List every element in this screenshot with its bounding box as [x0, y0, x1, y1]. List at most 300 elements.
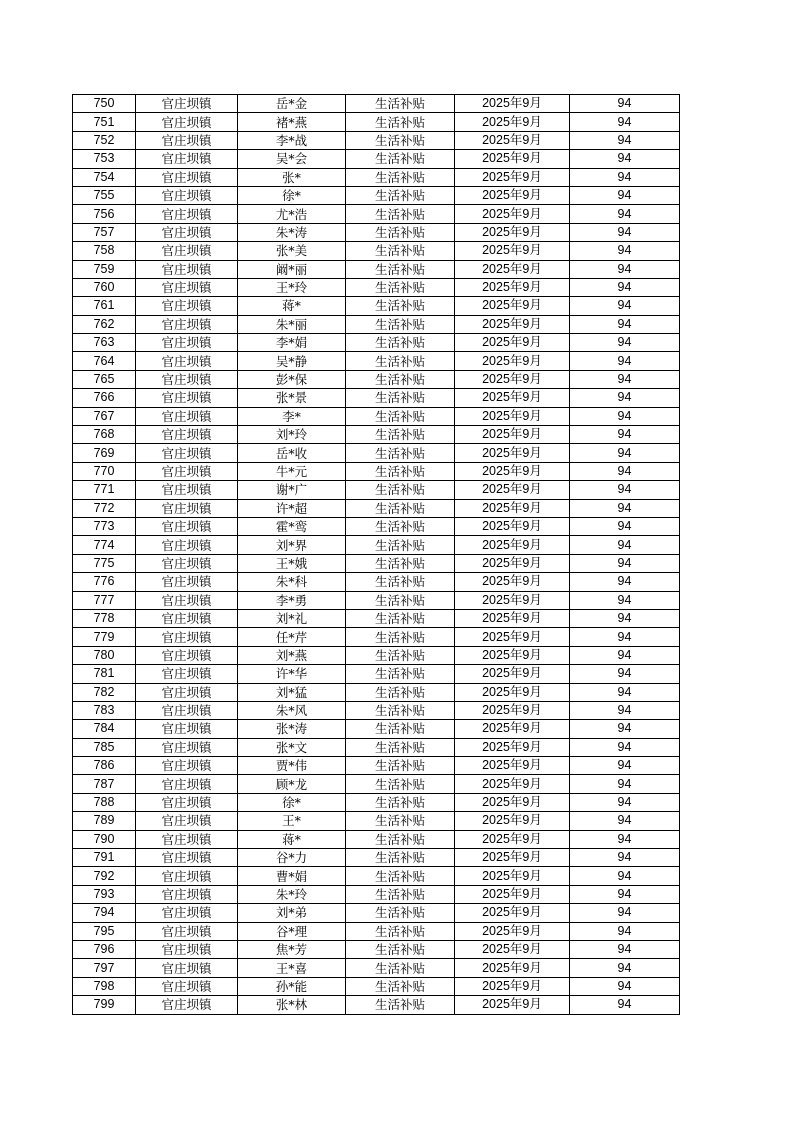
table-row — [73, 701, 680, 719]
subsidy-type-cell: 生活补贴 — [346, 370, 455, 388]
amount-cell: 94 — [570, 812, 680, 830]
town-cell: 官庄坝镇 — [136, 499, 238, 517]
amount-cell: 94 — [570, 186, 680, 204]
period-cell: 2025年9月 — [455, 517, 570, 535]
table-row — [73, 959, 680, 977]
town-cell: 官庄坝镇 — [136, 940, 238, 958]
subsidy-type-cell: 生活补贴 — [346, 334, 455, 352]
town-cell: 官庄坝镇 — [136, 242, 238, 260]
period-cell: 2025年9月 — [455, 278, 570, 296]
subsidy-type-cell: 生活补贴 — [346, 812, 455, 830]
person-name-cell: 张*景 — [238, 389, 346, 407]
person-name-cell: 王*娥 — [238, 554, 346, 572]
town-cell: 官庄坝镇 — [136, 95, 238, 113]
period-cell: 2025年9月 — [455, 922, 570, 940]
period-cell: 2025年9月 — [455, 775, 570, 793]
period-cell: 2025年9月 — [455, 370, 570, 388]
row-number-cell: 770 — [73, 462, 136, 480]
period-cell: 2025年9月 — [455, 940, 570, 958]
town-cell: 官庄坝镇 — [136, 830, 238, 848]
town-cell: 官庄坝镇 — [136, 223, 238, 241]
town-cell: 官庄坝镇 — [136, 591, 238, 609]
period-cell: 2025年9月 — [455, 996, 570, 1014]
period-cell: 2025年9月 — [455, 389, 570, 407]
table-row — [73, 812, 680, 830]
row-number-cell: 798 — [73, 977, 136, 995]
town-cell: 官庄坝镇 — [136, 389, 238, 407]
person-name-cell: 岳*收 — [238, 444, 346, 462]
person-name-cell: 褚*燕 — [238, 113, 346, 131]
town-cell: 官庄坝镇 — [136, 536, 238, 554]
person-name-cell: 刘*玲 — [238, 426, 346, 444]
amount-cell: 94 — [570, 426, 680, 444]
amount-cell: 94 — [570, 775, 680, 793]
person-name-cell: 王*玲 — [238, 278, 346, 296]
table-row — [73, 720, 680, 738]
town-cell: 官庄坝镇 — [136, 793, 238, 811]
subsidy-type-cell: 生活补贴 — [346, 977, 455, 995]
period-cell: 2025年9月 — [455, 573, 570, 591]
subsidy-type-cell: 生活补贴 — [346, 278, 455, 296]
town-cell: 官庄坝镇 — [136, 131, 238, 149]
subsidy-type-cell: 生活补贴 — [346, 701, 455, 719]
town-cell: 官庄坝镇 — [136, 113, 238, 131]
amount-cell: 94 — [570, 849, 680, 867]
town-cell: 官庄坝镇 — [136, 426, 238, 444]
row-number-cell: 756 — [73, 205, 136, 223]
period-cell: 2025年9月 — [455, 628, 570, 646]
table-row — [73, 223, 680, 241]
row-number-cell: 785 — [73, 738, 136, 756]
town-cell: 官庄坝镇 — [136, 186, 238, 204]
person-name-cell: 阚*丽 — [238, 260, 346, 278]
amount-cell: 94 — [570, 904, 680, 922]
table-row — [73, 885, 680, 903]
person-name-cell: 谷*理 — [238, 922, 346, 940]
town-cell: 官庄坝镇 — [136, 757, 238, 775]
amount-cell: 94 — [570, 444, 680, 462]
table-row — [73, 775, 680, 793]
subsidy-type-cell: 生活补贴 — [346, 131, 455, 149]
subsidy-type-cell: 生活补贴 — [346, 665, 455, 683]
town-cell: 官庄坝镇 — [136, 775, 238, 793]
row-number-cell: 751 — [73, 113, 136, 131]
amount-cell: 94 — [570, 150, 680, 168]
table-row — [73, 499, 680, 517]
subsidy-type-cell: 生活补贴 — [346, 885, 455, 903]
table-body — [73, 95, 680, 1015]
row-number-cell: 796 — [73, 940, 136, 958]
person-name-cell: 焦*芳 — [238, 940, 346, 958]
subsidy-type-cell: 生活补贴 — [346, 426, 455, 444]
row-number-cell: 783 — [73, 701, 136, 719]
table-row — [73, 150, 680, 168]
period-cell: 2025年9月 — [455, 591, 570, 609]
person-name-cell: 张*林 — [238, 996, 346, 1014]
period-cell: 2025年9月 — [455, 720, 570, 738]
table-row — [73, 536, 680, 554]
amount-cell: 94 — [570, 205, 680, 223]
person-name-cell: 张*涛 — [238, 720, 346, 738]
town-cell: 官庄坝镇 — [136, 407, 238, 425]
row-number-cell: 777 — [73, 591, 136, 609]
person-name-cell: 彭*保 — [238, 370, 346, 388]
row-number-cell: 787 — [73, 775, 136, 793]
amount-cell: 94 — [570, 370, 680, 388]
table-row — [73, 407, 680, 425]
period-cell: 2025年9月 — [455, 830, 570, 848]
town-cell: 官庄坝镇 — [136, 867, 238, 885]
row-number-cell: 792 — [73, 867, 136, 885]
period-cell: 2025年9月 — [455, 113, 570, 131]
row-number-cell: 755 — [73, 186, 136, 204]
amount-cell: 94 — [570, 977, 680, 995]
person-name-cell: 李*勇 — [238, 591, 346, 609]
person-name-cell: 刘*猛 — [238, 683, 346, 701]
town-cell: 官庄坝镇 — [136, 205, 238, 223]
town-cell: 官庄坝镇 — [136, 885, 238, 903]
table-row — [73, 591, 680, 609]
table-row — [73, 904, 680, 922]
subsidy-type-cell: 生活补贴 — [346, 297, 455, 315]
subsidy-type-cell: 生活补贴 — [346, 793, 455, 811]
subsidy-type-cell: 生活补贴 — [346, 609, 455, 627]
amount-cell: 94 — [570, 683, 680, 701]
subsidy-type-cell: 生活补贴 — [346, 113, 455, 131]
town-cell: 官庄坝镇 — [136, 315, 238, 333]
subsidy-type-cell: 生活补贴 — [346, 444, 455, 462]
town-cell: 官庄坝镇 — [136, 609, 238, 627]
town-cell: 官庄坝镇 — [136, 168, 238, 186]
table-row — [73, 554, 680, 572]
subsidy-type-cell: 生活补贴 — [346, 389, 455, 407]
subsidy-type-cell: 生活补贴 — [346, 223, 455, 241]
table-row — [73, 168, 680, 186]
row-number-cell: 767 — [73, 407, 136, 425]
subsidy-type-cell: 生活补贴 — [346, 996, 455, 1014]
amount-cell: 94 — [570, 757, 680, 775]
amount-cell: 94 — [570, 609, 680, 627]
table-row — [73, 757, 680, 775]
period-cell: 2025年9月 — [455, 242, 570, 260]
period-cell: 2025年9月 — [455, 334, 570, 352]
town-cell: 官庄坝镇 — [136, 517, 238, 535]
row-number-cell: 761 — [73, 297, 136, 315]
subsidy-type-cell: 生活补贴 — [346, 315, 455, 333]
row-number-cell: 752 — [73, 131, 136, 149]
town-cell: 官庄坝镇 — [136, 665, 238, 683]
amount-cell: 94 — [570, 628, 680, 646]
row-number-cell: 780 — [73, 646, 136, 664]
table-row — [73, 609, 680, 627]
row-number-cell: 789 — [73, 812, 136, 830]
amount-cell: 94 — [570, 720, 680, 738]
subsidy-type-cell: 生活补贴 — [346, 628, 455, 646]
person-name-cell: 孙*能 — [238, 977, 346, 995]
subsidy-type-cell: 生活补贴 — [346, 646, 455, 664]
period-cell: 2025年9月 — [455, 205, 570, 223]
subsidy-type-cell: 生活补贴 — [346, 352, 455, 370]
table-row — [73, 131, 680, 149]
row-number-cell: 781 — [73, 665, 136, 683]
subsidy-type-cell: 生活补贴 — [346, 922, 455, 940]
row-number-cell: 775 — [73, 554, 136, 572]
person-name-cell: 吴*会 — [238, 150, 346, 168]
table-row — [73, 444, 680, 462]
row-number-cell: 782 — [73, 683, 136, 701]
town-cell: 官庄坝镇 — [136, 720, 238, 738]
period-cell: 2025年9月 — [455, 646, 570, 664]
row-number-cell: 766 — [73, 389, 136, 407]
period-cell: 2025年9月 — [455, 554, 570, 572]
row-number-cell: 758 — [73, 242, 136, 260]
subsidy-type-cell: 生活补贴 — [346, 536, 455, 554]
table-row — [73, 940, 680, 958]
period-cell: 2025年9月 — [455, 352, 570, 370]
row-number-cell: 774 — [73, 536, 136, 554]
amount-cell: 94 — [570, 665, 680, 683]
amount-cell: 94 — [570, 793, 680, 811]
period-cell: 2025年9月 — [455, 959, 570, 977]
table-row — [73, 113, 680, 131]
person-name-cell: 朱*涛 — [238, 223, 346, 241]
row-number-cell: 759 — [73, 260, 136, 278]
subsidy-type-cell: 生活补贴 — [346, 242, 455, 260]
table-row — [73, 260, 680, 278]
town-cell: 官庄坝镇 — [136, 628, 238, 646]
row-number-cell: 784 — [73, 720, 136, 738]
person-name-cell: 蒋* — [238, 297, 346, 315]
subsidy-type-cell: 生活补贴 — [346, 940, 455, 958]
town-cell: 官庄坝镇 — [136, 959, 238, 977]
subsidy-type-cell: 生活补贴 — [346, 554, 455, 572]
row-number-cell: 750 — [73, 95, 136, 113]
subsidy-table-sheet — [72, 94, 679, 1015]
period-cell: 2025年9月 — [455, 315, 570, 333]
amount-cell: 94 — [570, 113, 680, 131]
row-number-cell: 773 — [73, 517, 136, 535]
table-row — [73, 315, 680, 333]
period-cell: 2025年9月 — [455, 131, 570, 149]
town-cell: 官庄坝镇 — [136, 444, 238, 462]
subsidy-type-cell: 生活补贴 — [346, 775, 455, 793]
person-name-cell: 王* — [238, 812, 346, 830]
amount-cell: 94 — [570, 352, 680, 370]
subsidy-type-cell: 生活补贴 — [346, 959, 455, 977]
person-name-cell: 许*超 — [238, 499, 346, 517]
row-number-cell: 788 — [73, 793, 136, 811]
amount-cell: 94 — [570, 407, 680, 425]
row-number-cell: 772 — [73, 499, 136, 517]
subsidy-type-cell: 生活补贴 — [346, 830, 455, 848]
row-number-cell: 794 — [73, 904, 136, 922]
person-name-cell: 许*华 — [238, 665, 346, 683]
table-row — [73, 389, 680, 407]
period-cell: 2025年9月 — [455, 95, 570, 113]
town-cell: 官庄坝镇 — [136, 297, 238, 315]
person-name-cell: 顾*龙 — [238, 775, 346, 793]
period-cell: 2025年9月 — [455, 444, 570, 462]
town-cell: 官庄坝镇 — [136, 150, 238, 168]
town-cell: 官庄坝镇 — [136, 370, 238, 388]
person-name-cell: 谢*广 — [238, 481, 346, 499]
table-row — [73, 830, 680, 848]
person-name-cell: 徐* — [238, 793, 346, 811]
person-name-cell: 朱*丽 — [238, 315, 346, 333]
person-name-cell: 吴*静 — [238, 352, 346, 370]
period-cell: 2025年9月 — [455, 168, 570, 186]
town-cell: 官庄坝镇 — [136, 352, 238, 370]
amount-cell: 94 — [570, 260, 680, 278]
table-row — [73, 996, 680, 1014]
row-number-cell: 764 — [73, 352, 136, 370]
period-cell: 2025年9月 — [455, 757, 570, 775]
person-name-cell: 贾*伟 — [238, 757, 346, 775]
row-number-cell: 769 — [73, 444, 136, 462]
person-name-cell: 霍*鸾 — [238, 517, 346, 535]
table-row — [73, 352, 680, 370]
row-number-cell: 753 — [73, 150, 136, 168]
amount-cell: 94 — [570, 591, 680, 609]
town-cell: 官庄坝镇 — [136, 573, 238, 591]
town-cell: 官庄坝镇 — [136, 278, 238, 296]
person-name-cell: 张* — [238, 168, 346, 186]
row-number-cell: 762 — [73, 315, 136, 333]
table-row — [73, 517, 680, 535]
row-number-cell: 765 — [73, 370, 136, 388]
amount-cell: 94 — [570, 867, 680, 885]
person-name-cell: 蒋* — [238, 830, 346, 848]
town-cell: 官庄坝镇 — [136, 904, 238, 922]
person-name-cell: 曹*娟 — [238, 867, 346, 885]
subsidy-type-cell: 生活补贴 — [346, 186, 455, 204]
person-name-cell: 李*娟 — [238, 334, 346, 352]
amount-cell: 94 — [570, 242, 680, 260]
table-row — [73, 793, 680, 811]
table-row — [73, 867, 680, 885]
table-row — [73, 297, 680, 315]
town-cell: 官庄坝镇 — [136, 701, 238, 719]
period-cell: 2025年9月 — [455, 260, 570, 278]
row-number-cell: 797 — [73, 959, 136, 977]
row-number-cell: 757 — [73, 223, 136, 241]
amount-cell: 94 — [570, 168, 680, 186]
table-row — [73, 628, 680, 646]
table-row — [73, 738, 680, 756]
period-cell: 2025年9月 — [455, 407, 570, 425]
town-cell: 官庄坝镇 — [136, 646, 238, 664]
table-row — [73, 242, 680, 260]
subsidy-type-cell: 生活补贴 — [346, 205, 455, 223]
person-name-cell: 李*战 — [238, 131, 346, 149]
town-cell: 官庄坝镇 — [136, 481, 238, 499]
period-cell: 2025年9月 — [455, 665, 570, 683]
subsidy-type-cell: 生活补贴 — [346, 260, 455, 278]
period-cell: 2025年9月 — [455, 867, 570, 885]
table-row — [73, 665, 680, 683]
amount-cell: 94 — [570, 646, 680, 664]
amount-cell: 94 — [570, 885, 680, 903]
amount-cell: 94 — [570, 131, 680, 149]
period-cell: 2025年9月 — [455, 609, 570, 627]
period-cell: 2025年9月 — [455, 536, 570, 554]
table-row — [73, 205, 680, 223]
amount-cell: 94 — [570, 297, 680, 315]
subsidy-type-cell: 生活补贴 — [346, 738, 455, 756]
amount-cell: 94 — [570, 462, 680, 480]
period-cell: 2025年9月 — [455, 812, 570, 830]
subsidy-type-cell: 生活补贴 — [346, 462, 455, 480]
person-name-cell: 尤*浩 — [238, 205, 346, 223]
amount-cell: 94 — [570, 738, 680, 756]
row-number-cell: 790 — [73, 830, 136, 848]
table-row — [73, 922, 680, 940]
person-name-cell: 谷*力 — [238, 849, 346, 867]
amount-cell: 94 — [570, 701, 680, 719]
subsidy-type-cell: 生活补贴 — [346, 573, 455, 591]
row-number-cell: 791 — [73, 849, 136, 867]
subsidy-table — [72, 94, 680, 1015]
amount-cell: 94 — [570, 389, 680, 407]
row-number-cell: 779 — [73, 628, 136, 646]
subsidy-type-cell: 生活补贴 — [346, 867, 455, 885]
row-number-cell: 793 — [73, 885, 136, 903]
subsidy-type-cell: 生活补贴 — [346, 849, 455, 867]
period-cell: 2025年9月 — [455, 481, 570, 499]
town-cell: 官庄坝镇 — [136, 554, 238, 572]
table-row — [73, 426, 680, 444]
amount-cell: 94 — [570, 996, 680, 1014]
town-cell: 官庄坝镇 — [136, 977, 238, 995]
person-name-cell: 王*喜 — [238, 959, 346, 977]
person-name-cell: 朱*风 — [238, 701, 346, 719]
subsidy-type-cell: 生活补贴 — [346, 150, 455, 168]
person-name-cell: 刘*礼 — [238, 609, 346, 627]
amount-cell: 94 — [570, 481, 680, 499]
subsidy-type-cell: 生活补贴 — [346, 720, 455, 738]
row-number-cell: 786 — [73, 757, 136, 775]
row-number-cell: 795 — [73, 922, 136, 940]
person-name-cell: 刘*界 — [238, 536, 346, 554]
amount-cell: 94 — [570, 95, 680, 113]
amount-cell: 94 — [570, 922, 680, 940]
person-name-cell: 刘*燕 — [238, 646, 346, 664]
row-number-cell: 754 — [73, 168, 136, 186]
person-name-cell: 牛*元 — [238, 462, 346, 480]
person-name-cell: 岳*金 — [238, 95, 346, 113]
subsidy-type-cell: 生活补贴 — [346, 168, 455, 186]
period-cell: 2025年9月 — [455, 904, 570, 922]
table-row — [73, 481, 680, 499]
period-cell: 2025年9月 — [455, 150, 570, 168]
amount-cell: 94 — [570, 499, 680, 517]
person-name-cell: 张*美 — [238, 242, 346, 260]
amount-cell: 94 — [570, 554, 680, 572]
table-row — [73, 334, 680, 352]
row-number-cell: 778 — [73, 609, 136, 627]
subsidy-type-cell: 生活补贴 — [346, 591, 455, 609]
subsidy-type-cell: 生活补贴 — [346, 757, 455, 775]
amount-cell: 94 — [570, 573, 680, 591]
amount-cell: 94 — [570, 315, 680, 333]
amount-cell: 94 — [570, 959, 680, 977]
person-name-cell: 朱*科 — [238, 573, 346, 591]
row-number-cell: 799 — [73, 996, 136, 1014]
subsidy-type-cell: 生活补贴 — [346, 499, 455, 517]
town-cell: 官庄坝镇 — [136, 849, 238, 867]
table-row — [73, 370, 680, 388]
period-cell: 2025年9月 — [455, 885, 570, 903]
